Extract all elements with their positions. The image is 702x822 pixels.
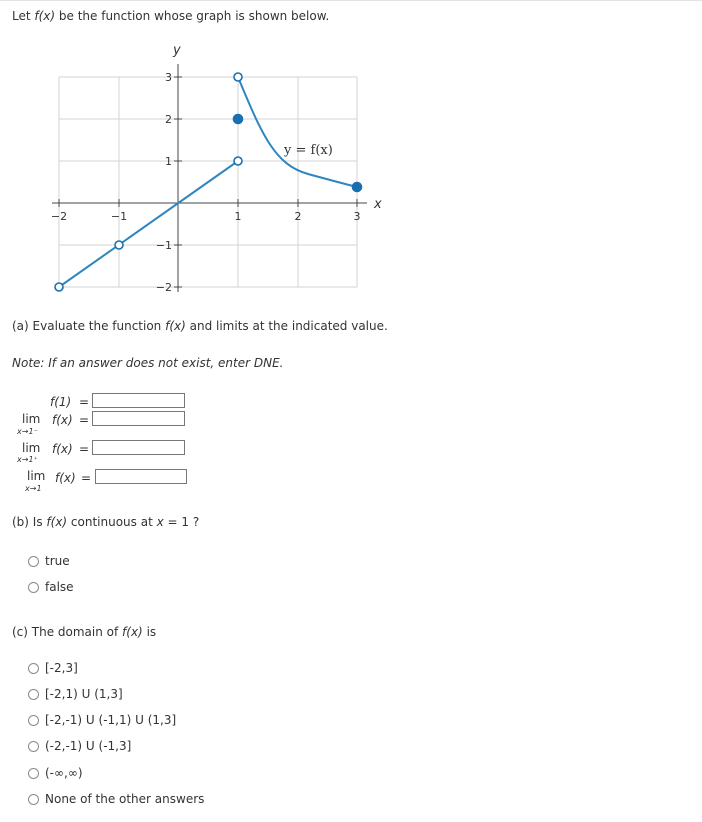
part-b-prompt xyxy=(12,515,199,529)
radio-option-false[interactable] xyxy=(28,580,74,594)
open-point xyxy=(234,73,242,81)
lim-label: lim xyxy=(22,441,41,455)
radio-label: None of the other answers xyxy=(45,792,205,806)
part-b-fx: f(x) xyxy=(46,515,68,529)
radio-circle-icon[interactable] xyxy=(28,741,39,752)
function-graph xyxy=(0,0,702,310)
domain-option[interactable] xyxy=(28,687,123,701)
radio-circle-icon[interactable] xyxy=(28,663,39,674)
y-tick-label: −1 xyxy=(155,239,172,252)
radio-circle-icon[interactable] xyxy=(28,768,39,779)
radio-label: [-2,1) U (1,3] xyxy=(45,687,123,701)
open-point xyxy=(234,157,242,165)
lim-subscript-right: x→1⁺ xyxy=(17,455,38,464)
intro-suffix: be the function whose graph is shown below. xyxy=(55,9,330,23)
domain-option[interactable] xyxy=(28,739,131,753)
domain-option[interactable] xyxy=(28,766,83,780)
x-axis-label: x xyxy=(374,197,382,212)
lim-right-expr: f(x) xyxy=(52,442,73,456)
f-of-1-input[interactable] xyxy=(92,393,185,408)
linear-segment xyxy=(59,161,238,287)
y-tick-label: 1 xyxy=(165,155,172,168)
y-axis-label: y xyxy=(173,43,181,58)
lim-subscript: x→1 xyxy=(25,484,42,493)
domain-option[interactable] xyxy=(28,713,176,727)
x-tick-label: −2 xyxy=(50,210,68,223)
y-tick-label: −2 xyxy=(155,281,172,294)
y-tick-label: 2 xyxy=(165,113,172,126)
part-c-prompt xyxy=(12,625,156,639)
f-of-1-label: f(1) xyxy=(50,395,72,409)
closed-point xyxy=(353,183,362,192)
intro-prefix: Let xyxy=(12,9,35,23)
radio-label: (-2,-1) U (-1,3] xyxy=(45,739,132,753)
part-c-suffix: is xyxy=(142,625,157,639)
right-limit-input[interactable] xyxy=(92,440,185,455)
lim-label: lim xyxy=(22,412,41,426)
x-tick-label: 2 xyxy=(294,210,302,223)
part-c-fx: f(x) xyxy=(122,625,143,639)
part-a-fx: f(x) xyxy=(165,319,186,333)
function-curve xyxy=(59,77,357,287)
part-a-prefix: (a) Evaluate the function xyxy=(12,319,166,333)
radio-label: [-2,3] xyxy=(45,661,78,675)
y-tick-label: 3 xyxy=(165,71,172,84)
lim-label: lim xyxy=(27,469,46,483)
equals-sign: = xyxy=(79,413,90,427)
radio-circle-icon[interactable] xyxy=(28,556,39,567)
intro-fx: f(x) xyxy=(34,9,56,23)
domain-option[interactable] xyxy=(28,792,204,806)
open-point xyxy=(55,283,63,291)
part-c-prefix: (c) The domain of xyxy=(12,625,123,639)
radio-circle-icon[interactable] xyxy=(28,794,39,805)
x-tick-label: 3 xyxy=(353,210,361,223)
lim-left-expr: f(x) xyxy=(52,413,73,427)
part-a-prompt xyxy=(12,319,388,333)
part-b-prefix: (b) Is xyxy=(12,515,47,529)
open-point xyxy=(115,241,123,249)
part-a-suffix: and limits at the indicated value. xyxy=(185,319,388,333)
equals-sign: = xyxy=(79,395,90,409)
radio-label: (-∞,∞) xyxy=(45,766,83,780)
lim-expr: f(x) xyxy=(55,471,76,485)
equals-sign: = xyxy=(79,442,90,456)
part-b-suffix: = 1 ? xyxy=(163,515,200,529)
equals-sign: = xyxy=(81,471,92,485)
two-sided-limit-input[interactable] xyxy=(95,469,187,484)
radio-option-true[interactable] xyxy=(28,554,70,568)
lim-subscript-left: x→1⁻ xyxy=(17,427,38,436)
part-b-x: x xyxy=(156,515,164,529)
x-tick-label: 1 xyxy=(234,210,242,223)
part-a-note: Note: If an answer does not exist, enter DNE. xyxy=(12,356,284,370)
radio-label: [-2,-1) U (-1,1) U (1,3] xyxy=(45,713,177,727)
radio-label: false xyxy=(45,580,74,594)
radio-label: true xyxy=(45,554,70,568)
domain-option[interactable] xyxy=(28,661,78,675)
radio-circle-icon[interactable] xyxy=(28,689,39,700)
radio-circle-icon[interactable] xyxy=(28,582,39,593)
radio-circle-icon[interactable] xyxy=(28,715,39,726)
curve-label: y = f(x) xyxy=(284,143,333,158)
part-b-mid: continuous at xyxy=(67,515,157,529)
left-limit-input[interactable] xyxy=(92,411,185,426)
closed-point xyxy=(234,115,243,124)
x-tick-label: −1 xyxy=(110,210,128,223)
